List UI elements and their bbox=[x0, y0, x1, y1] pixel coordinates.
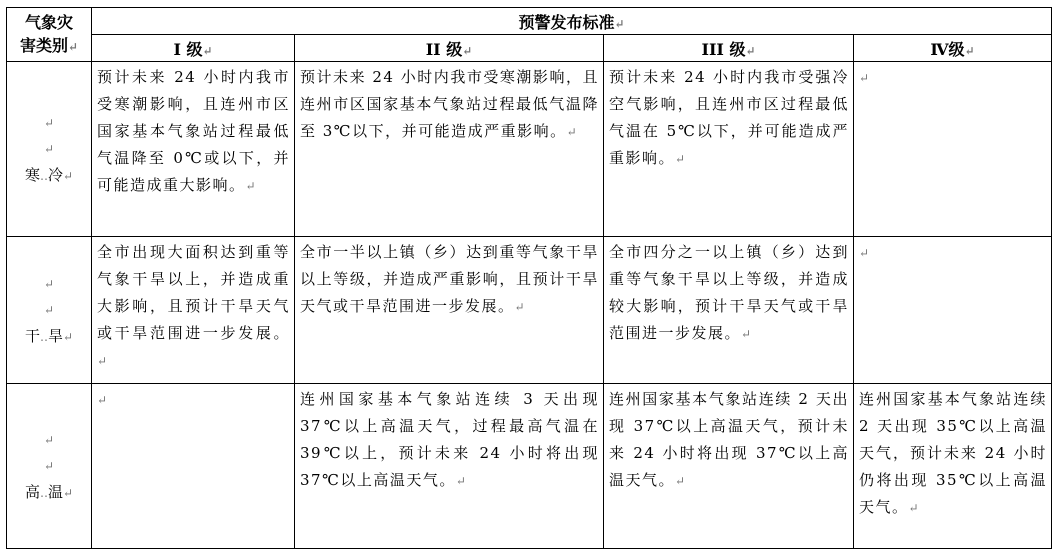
level-header-3: III 级↵ bbox=[604, 35, 854, 62]
table-cell: 预计未来 24 小时内我市受寒潮影响，且连州市区国家基本气象站过程最低气温降至 3℃以下，并可能造成严重影响。↵ bbox=[295, 62, 604, 237]
table-row-drought bbox=[7, 237, 1052, 384]
table-cell: 连州国家基本气象站连续 3 天出现 37℃以上高温天气，过程最高气温在 39℃以上，预计未来 24 小时将出现 37℃以上高温天气。↵ bbox=[295, 384, 604, 549]
header-row-levels bbox=[7, 35, 1052, 62]
table-row-heat bbox=[7, 384, 1052, 549]
level-header-4: Ⅳ级↵ bbox=[854, 35, 1052, 62]
level-header-1: I 级↵ bbox=[92, 35, 295, 62]
disaster-category-header: 气象灾 害类别↵ bbox=[7, 8, 92, 62]
table-cell-empty: ↵ bbox=[854, 62, 1052, 237]
standard-header: 预警发布标准↵ bbox=[92, 8, 1052, 35]
row-label-drought: ↵ ↵ 干‥旱↵ bbox=[7, 237, 92, 384]
table-cell: 连州国家基本气象站连续 2 天出现 37℃以上高温天气，预计未来 24 小时将出现 37℃以上高温天气。↵ bbox=[604, 384, 854, 549]
table-cell: 预计未来 24 小时内我市受寒潮影响，且连州市区国家基本气象站过程最低气温降至 0℃或以下，并可能造成重大影响。↵ bbox=[92, 62, 295, 237]
table-cell-empty: ↵ bbox=[854, 237, 1052, 384]
table-row-cold bbox=[7, 62, 1052, 237]
table-cell: 全市出现大面积达到重等气象干旱以上，并造成重大影响，且预计干旱天气或干旱范围进一步发展。↵ bbox=[92, 237, 295, 384]
category-header-line1: 气象灾 bbox=[24, 12, 73, 32]
level-header-2: II 级↵ bbox=[295, 35, 604, 62]
table-cell: 全市四分之一以上镇（乡）达到重等气象干旱以上等级，并造成较大影响，预计干旱天气或干旱范围进一步发展。↵ bbox=[604, 237, 854, 384]
table-cell: 预计未来 24 小时内我市受强冷空气影响，且连州市区过程最低气温在 5℃以下，并可能造成严重影响。↵ bbox=[604, 62, 854, 237]
category-header-line2: 害类别 bbox=[19, 35, 68, 55]
table-cell: 连州国家基本气象站连续 2 天出现 35℃以上高温天气，预计未来 24 小时仍将出现 35℃以上高温天气。↵ bbox=[854, 384, 1052, 549]
header-row-top bbox=[7, 8, 1052, 35]
row-label-cold: ↵ ↵ 寒‥冷↵ bbox=[7, 62, 92, 237]
table-cell-empty: ↵ bbox=[92, 384, 295, 549]
table-cell: 全市一半以上镇（乡）达到重等气象干旱以上等级，并造成严重影响，且预计干旱天气或干旱范围进一步发展。↵ bbox=[295, 237, 604, 384]
row-label-heat: ↵ ↵ 高‥温↵ bbox=[7, 384, 92, 549]
warning-standards-table bbox=[6, 7, 1052, 549]
standard-header-label: 预警发布标准 bbox=[518, 12, 615, 32]
